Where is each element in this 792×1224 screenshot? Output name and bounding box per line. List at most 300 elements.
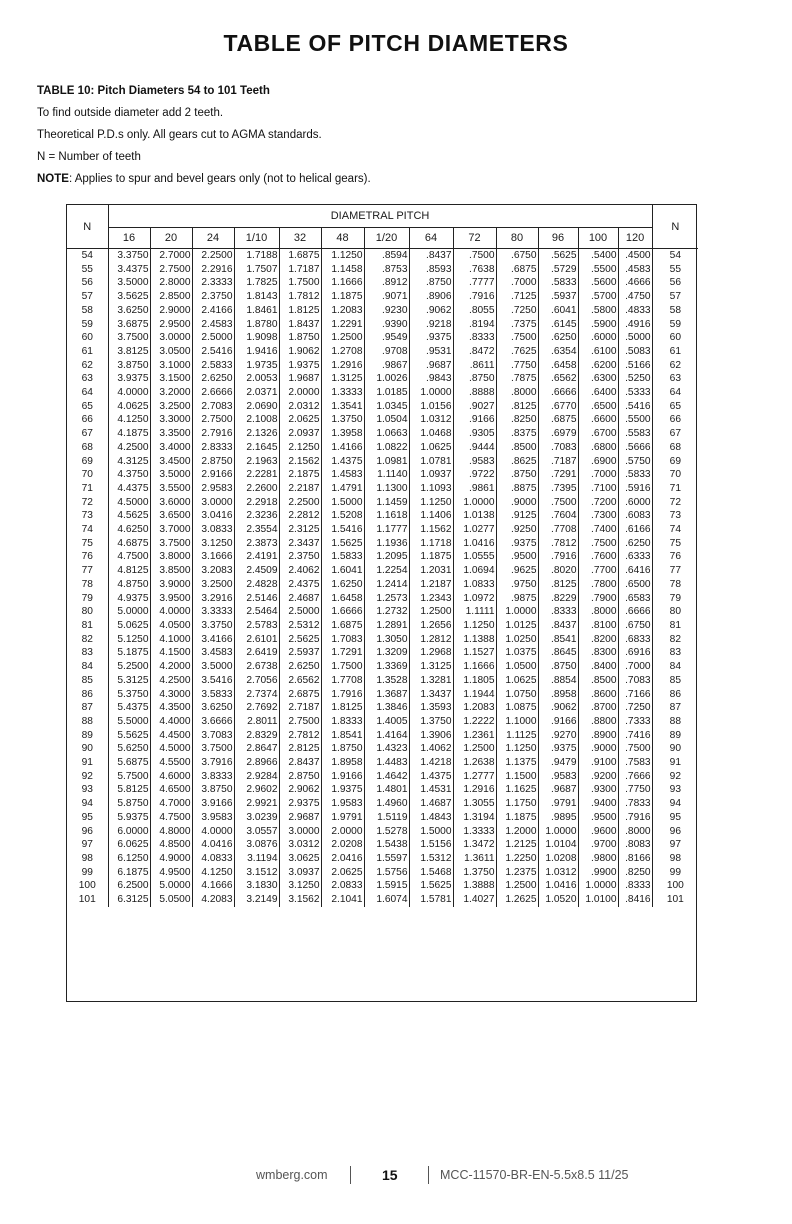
pitch-diameter-cell: 1.0750 <box>496 688 538 702</box>
pitch-diameter-cell: .6000 <box>578 331 618 345</box>
pitch-diameter-cell: 2.4828 <box>234 578 279 592</box>
pitch-diameter-cell: 1.1805 <box>453 674 496 688</box>
table-heading: TABLE 10: Pitch Diameters 54 to 101 Teeth <box>37 85 270 97</box>
pitch-diameter-cell: 1.5468 <box>409 866 453 880</box>
pitch-diameter-cell: 4.5000 <box>150 742 192 756</box>
teeth-count-left: 58 <box>67 304 108 318</box>
pitch-column-header: 24 <box>192 228 234 249</box>
pitch-diameter-cell: 1.4642 <box>364 770 409 784</box>
pitch-diameter-cell: 2.0833 <box>321 879 364 893</box>
teeth-count-left: 89 <box>67 729 108 743</box>
pitch-diameter-cell: .7333 <box>618 715 652 729</box>
pitch-diameter-cell: .5900 <box>578 318 618 332</box>
pitch-diameter-cell: 1.1093 <box>409 482 453 496</box>
pitch-diameter-cell: 1.5625 <box>409 879 453 893</box>
pitch-diameter-cell: 1.0104 <box>538 838 578 852</box>
pitch-diameter-cell: 2.9166 <box>192 468 234 482</box>
teeth-count-right: 83 <box>669 647 681 659</box>
pitch-diameter-cell: .8500 <box>578 674 618 688</box>
note-line: Theoretical P.D.s only. All gears cut to AGMA standards. <box>37 129 322 141</box>
pitch-diameter-cell: .8437 <box>538 619 578 633</box>
pitch-diameter-cell: 1.7507 <box>234 263 279 277</box>
pitch-diameter-cell: 1.0520 <box>538 893 578 907</box>
pitch-diameter-cell: 1.7187 <box>279 263 321 277</box>
pitch-diameter-cell: .7100 <box>578 482 618 496</box>
pitch-column-header: 72 <box>453 228 496 249</box>
pitch-diameter-cell: 4.2083 <box>192 893 234 907</box>
pitch-diameter-cell: 2.8647 <box>234 742 279 756</box>
pitch-diameter-cell: 1.7825 <box>234 276 279 290</box>
pitch-diameter-cell: 2.9000 <box>150 304 192 318</box>
pitch-diameter-cell: 3.8750 <box>108 359 150 373</box>
pitch-diameter-cell: .7200 <box>578 496 618 510</box>
pitch-diameter-cell: 1.3209 <box>364 646 409 660</box>
table-row <box>67 893 698 907</box>
pitch-diameter-cell: 3.2916 <box>192 592 234 606</box>
pitch-diameter-cell: .8500 <box>496 441 538 455</box>
page-number: 15 <box>382 1167 398 1183</box>
table-body <box>67 249 698 907</box>
pitch-diameter-cell: .9687 <box>538 783 578 797</box>
pitch-diameter-cell: .8200 <box>578 633 618 647</box>
table-row <box>67 592 698 606</box>
pitch-diameter-cell: .9531 <box>409 345 453 359</box>
pitch-diameter-cell: 3.0239 <box>234 811 279 825</box>
teeth-count-right: 96 <box>669 825 681 837</box>
pitch-diameter-cell: 2.0208 <box>321 838 364 852</box>
pitch-diameter-cell: 1.2375 <box>496 866 538 880</box>
note-line: N = Number of teeth <box>37 151 141 163</box>
pitch-diameter-cell: .8000 <box>578 605 618 619</box>
pitch-diameter-cell: 6.1875 <box>108 866 150 880</box>
pitch-diameter-cell: 2.1875 <box>279 468 321 482</box>
pitch-diameter-cell: 2.6250 <box>192 372 234 386</box>
pitch-diameter-cell: .8958 <box>538 688 578 702</box>
pitch-diameter-cell: 1.2732 <box>364 605 409 619</box>
teeth-count-right: 65 <box>669 400 681 412</box>
pitch-diameter-cell: .7250 <box>496 304 538 318</box>
pitch-diameter-cell: .9166 <box>538 715 578 729</box>
pitch-diameter-cell: 5.2500 <box>108 660 150 674</box>
pitch-diameter-cell: 3.8500 <box>150 564 192 578</box>
pitch-diameter-cell: .6333 <box>618 550 652 564</box>
teeth-count-right: 56 <box>669 277 681 289</box>
table-row <box>67 866 698 880</box>
teeth-count-right: 93 <box>669 784 681 796</box>
pitch-diameter-cell: 1.1777 <box>364 523 409 537</box>
pitch-diameter-cell: 1.7708 <box>321 674 364 688</box>
pitch-diameter-cell: 3.9000 <box>150 578 192 592</box>
pitch-diameter-cell: 1.0250 <box>496 633 538 647</box>
teeth-count-right: 70 <box>669 469 681 481</box>
pitch-diameter-cell: .6875 <box>496 263 538 277</box>
pitch-diameter-cell: 1.6074 <box>364 893 409 907</box>
pitch-diameter-cell: 1.3125 <box>321 372 364 386</box>
pitch-diameter-cell: 2.7056 <box>234 674 279 688</box>
table-row <box>67 537 698 551</box>
pitch-diameter-cell: 1.3906 <box>409 729 453 743</box>
pitch-diameter-cell: .8333 <box>538 605 578 619</box>
pitch-diameter-cell: 2.7000 <box>150 249 192 263</box>
pitch-diameter-cell: 3.7916 <box>192 756 234 770</box>
pitch-diameter-cell: .6833 <box>618 633 652 647</box>
pitch-diameter-cell: 1.1388 <box>453 633 496 647</box>
pitch-diameter-cell: 2.5464 <box>234 605 279 619</box>
pitch-diameter-cell: .6800 <box>578 441 618 455</box>
pitch-diameter-cell: 2.6875 <box>279 688 321 702</box>
teeth-count-left: 90 <box>67 742 108 756</box>
table-row <box>67 715 698 729</box>
pitch-diameter-cell: 1.2187 <box>409 578 453 592</box>
pitch-diameter-cell: 1.0500 <box>496 660 538 674</box>
pitch-diameter-cell: 4.9375 <box>108 592 150 606</box>
teeth-count-left: 66 <box>67 413 108 427</box>
pitch-diameter-cell: 1.1250 <box>496 742 538 756</box>
pitch-diameter-cell: .9166 <box>453 413 496 427</box>
pitch-diameter-cell: 1.5278 <box>364 825 409 839</box>
pitch-diameter-cell: .6666 <box>618 605 652 619</box>
pitch-diameter-cell: 3.2083 <box>192 564 234 578</box>
pitch-diameter-cell: 2.1645 <box>234 441 279 455</box>
pitch-diameter-cell: 2.9062 <box>279 783 321 797</box>
pitch-diameter-cell: .6400 <box>578 386 618 400</box>
pitch-diameter-cell: 1.0416 <box>538 879 578 893</box>
pitch-diameter-cell: .5250 <box>618 372 652 386</box>
teeth-count-left: 83 <box>67 646 108 660</box>
table-row <box>67 331 698 345</box>
pitch-diameter-cell: 1.0416 <box>453 537 496 551</box>
pitch-diameter-cell: 4.1500 <box>150 646 192 660</box>
table-row <box>67 263 698 277</box>
pitch-diameter-cell: 1.1875 <box>321 290 364 304</box>
pitch-diameter-cell: 3.6250 <box>108 304 150 318</box>
pitch-diameter-cell: .5500 <box>578 263 618 277</box>
pitch-diameter-cell: .7500 <box>538 496 578 510</box>
pitch-diameter-cell: 1.4960 <box>364 797 409 811</box>
pitch-diameter-cell: 2.1963 <box>234 455 279 469</box>
teeth-count-right: 74 <box>669 524 681 536</box>
pitch-diameter-cell: 3.2500 <box>150 400 192 414</box>
teeth-count-right: 94 <box>669 798 681 810</box>
pitch-diameter-cell: 1.2125 <box>496 838 538 852</box>
pitch-diameter-cell: 3.1250 <box>192 537 234 551</box>
pitch-diameter-cell: 1.4791 <box>321 482 364 496</box>
pitch-diameter-cell: .9375 <box>496 537 538 551</box>
pitch-diameter-cell: 4.1666 <box>192 879 234 893</box>
pitch-diameter-cell: 2.7374 <box>234 688 279 702</box>
pitch-diameter-cell: 1.8143 <box>234 290 279 304</box>
pitch-diameter-cell: .9000 <box>578 742 618 756</box>
pitch-diameter-cell: 1.5781 <box>409 893 453 907</box>
pitch-diameter-cell: 1.8461 <box>234 304 279 318</box>
pitch-diameter-cell: 3.8750 <box>192 783 234 797</box>
pitch-diameter-cell: .8375 <box>496 427 538 441</box>
pitch-diameter-cell: 1.0822 <box>364 441 409 455</box>
table-row <box>67 838 698 852</box>
pitch-diameter-cell: 1.9735 <box>234 359 279 373</box>
teeth-count-right: 81 <box>669 619 681 631</box>
pitch-diameter-cell: 5.7500 <box>108 770 150 784</box>
pitch-diameter-cell: .8083 <box>618 838 652 852</box>
pitch-diameter-cell: .7750 <box>618 783 652 797</box>
teeth-count-right: 57 <box>669 291 681 303</box>
pitch-diameter-cell: 1.0208 <box>538 852 578 866</box>
pitch-diameter-cell: 3.9375 <box>108 372 150 386</box>
pitch-column-header: 64 <box>409 228 453 249</box>
pitch-diameter-cell: 1.4531 <box>409 783 453 797</box>
pitch-diameter-cell: 1.2812 <box>409 633 453 647</box>
pitch-diameter-cell: .7500 <box>578 537 618 551</box>
pitch-diameter-cell: 3.5416 <box>192 674 234 688</box>
teeth-count-right: 88 <box>669 715 681 727</box>
pitch-diameter-cell: 1.5597 <box>364 852 409 866</box>
pitch-diameter-cell: 1.0468 <box>409 427 453 441</box>
pitch-diameter-cell: .7638 <box>453 263 496 277</box>
pitch-diameter-cell: 1.7291 <box>321 646 364 660</box>
pitch-column-header: 100 <box>578 228 618 249</box>
pitch-diameter-cell: .9583 <box>453 455 496 469</box>
pitch-diameter-cell: 2.9583 <box>192 482 234 496</box>
pitch-diameter-cell: 3.2149 <box>234 893 279 907</box>
pitch-diameter-cell: 1.2708 <box>321 345 364 359</box>
teeth-count-right: 72 <box>669 496 681 508</box>
pitch-diameter-cell: 2.3750 <box>279 550 321 564</box>
pitch-diameter-cell: .8472 <box>453 345 496 359</box>
pitch-diameter-cell: .8055 <box>453 304 496 318</box>
pitch-diameter-cell: 4.8125 <box>108 564 150 578</box>
teeth-count-right: 75 <box>669 537 681 549</box>
pitch-diameter-cell: .8750 <box>409 276 453 290</box>
teeth-count-left: 82 <box>67 633 108 647</box>
pitch-diameter-cell: 3.3750 <box>192 619 234 633</box>
teeth-count-right: 69 <box>669 455 681 467</box>
pitch-diameter-cell: 1.1000 <box>496 715 538 729</box>
pitch-diameter-cell: 2.8000 <box>150 276 192 290</box>
pitch-diameter-cell: .9444 <box>453 441 496 455</box>
pitch-diameter-cell: .7583 <box>618 756 652 770</box>
note-line <box>37 168 371 190</box>
pitch-diameter-cell: 1.2573 <box>364 592 409 606</box>
pitch-diameter-cell: 1.2343 <box>409 592 453 606</box>
pitch-diameter-cell: 2.6419 <box>234 646 279 660</box>
pitch-diameter-cell: 1.3333 <box>453 825 496 839</box>
pitch-diameter-cell: .8700 <box>578 701 618 715</box>
teeth-count-left: 63 <box>67 372 108 386</box>
pitch-diameter-cell: 4.7500 <box>150 811 192 825</box>
pitch-diameter-cell: .8750 <box>453 372 496 386</box>
teeth-count-left: 92 <box>67 770 108 784</box>
pitch-diameter-cell: 3.4000 <box>150 441 192 455</box>
pitch-diameter-cell: 1.6041 <box>321 564 364 578</box>
pitch-diameter-cell: 3.0557 <box>234 825 279 839</box>
pitch-diameter-cell: 6.0625 <box>108 838 150 852</box>
pitch-diameter-cell: 2.2500 <box>279 496 321 510</box>
teeth-count-left: 75 <box>67 537 108 551</box>
pitch-diameter-cell: .9500 <box>578 811 618 825</box>
pitch-diameter-cell: 4.3500 <box>150 701 192 715</box>
pitch-diameter-cell: .7916 <box>453 290 496 304</box>
teeth-count-right: 91 <box>669 757 681 769</box>
pitch-diameter-cell: .8750 <box>496 468 538 482</box>
pitch-diameter-cell: 1.1250 <box>453 619 496 633</box>
pitch-diameter-cell: .9708 <box>364 345 409 359</box>
pitch-diameter-cell: 2.6738 <box>234 660 279 674</box>
pitch-diameter-cell: .6250 <box>618 537 652 551</box>
pitch-diameter-cell: 4.6000 <box>150 770 192 784</box>
pitch-diameter-cell: 4.0833 <box>192 852 234 866</box>
table-row <box>67 605 698 619</box>
pitch-diameter-cell: 2.8011 <box>234 715 279 729</box>
pitch-diameter-cell: 1.1140 <box>364 468 409 482</box>
pitch-diameter-cell: 1.0100 <box>578 893 618 907</box>
pitch-diameter-cell: 3.7500 <box>150 537 192 551</box>
pitch-diameter-cell: 2.1326 <box>234 427 279 441</box>
pitch-diameter-cell: 3.2000 <box>150 386 192 400</box>
pitch-diameter-cell: 4.1250 <box>192 866 234 880</box>
pitch-diameter-cell: 4.4375 <box>108 482 150 496</box>
pitch-diameter-cell: 2.2281 <box>234 468 279 482</box>
pitch-diameter-cell: 2.5937 <box>279 646 321 660</box>
pitch-diameter-table-frame <box>66 204 697 1002</box>
pitch-diameter-cell: .6083 <box>618 509 652 523</box>
pitch-diameter-cell: 3.0416 <box>192 509 234 523</box>
pitch-diameter-cell: .6562 <box>538 372 578 386</box>
pitch-diameter-cell: .7250 <box>618 701 652 715</box>
pitch-diameter-cell: 2.0690 <box>234 400 279 414</box>
pitch-diameter-cell: .6354 <box>538 345 578 359</box>
pitch-diameter-cell: .5666 <box>618 441 652 455</box>
pitch-diameter-cell: 1.2222 <box>453 715 496 729</box>
pitch-diameter-cell: 1.0625 <box>409 441 453 455</box>
teeth-count-left: 71 <box>67 482 108 496</box>
pitch-diameter-cell: 4.2500 <box>150 674 192 688</box>
teeth-count-right: 92 <box>669 770 681 782</box>
pitch-diameter-cell: 1.8750 <box>321 742 364 756</box>
pitch-diameter-cell: 2.7187 <box>279 701 321 715</box>
pitch-diameter-cell: .9062 <box>409 304 453 318</box>
pitch-diameter-cell: 3.0500 <box>150 345 192 359</box>
pitch-diameter-cell: 3.6000 <box>150 496 192 510</box>
pitch-diameter-cell: 1.5833 <box>321 550 364 564</box>
pitch-diameter-cell: 1.2656 <box>409 619 453 633</box>
pitch-diameter-cell: 1.1406 <box>409 509 453 523</box>
pitch-diameter-cell: 2.2918 <box>234 496 279 510</box>
teeth-count-left: 72 <box>67 496 108 510</box>
pitch-diameter-cell: .6300 <box>578 372 618 386</box>
pitch-diameter-cell: 1.9375 <box>321 783 364 797</box>
pitch-diameter-cell: 2.8750 <box>279 770 321 784</box>
pitch-diameter-cell: .6900 <box>578 455 618 469</box>
pitch-diameter-cell: .6770 <box>538 400 578 414</box>
pitch-diameter-cell: 1.1250 <box>321 249 364 263</box>
pitch-diameter-cell: .8912 <box>364 276 409 290</box>
teeth-count-right: 68 <box>669 441 681 453</box>
pitch-diameter-cell: 4.5625 <box>108 509 150 523</box>
pitch-diameter-cell: .5937 <box>538 290 578 304</box>
pitch-diameter-cell: 1.0981 <box>364 455 409 469</box>
pitch-diameter-cell: 1.4375 <box>409 770 453 784</box>
pitch-diameter-cell: .8000 <box>618 825 652 839</box>
pitch-diameter-cell: 2.0937 <box>279 427 321 441</box>
pitch-diameter-cell: .7777 <box>453 276 496 290</box>
pitch-diameter-cell: 1.5915 <box>364 879 409 893</box>
teeth-count-left: 81 <box>67 619 108 633</box>
pitch-diameter-cell: 1.3055 <box>453 797 496 811</box>
pitch-diameter-cell: 1.2500 <box>409 605 453 619</box>
pitch-diameter-cell: 2.4687 <box>279 592 321 606</box>
pitch-diameter-cell: 2.4062 <box>279 564 321 578</box>
n-header-left: N <box>67 205 108 249</box>
pitch-diameter-cell: .6500 <box>618 578 652 592</box>
pitch-diameter-cell: .5166 <box>618 359 652 373</box>
pitch-diameter-cell: 2.8329 <box>234 729 279 743</box>
table-row <box>67 359 698 373</box>
pitch-diameter-cell: 4.8000 <box>150 825 192 839</box>
pitch-diameter-cell: .9700 <box>578 838 618 852</box>
pitch-diameter-cell: 1.2500 <box>321 331 364 345</box>
pitch-diameter-cell: 4.8750 <box>108 578 150 592</box>
pitch-diameter-cell: 5.3750 <box>108 688 150 702</box>
teeth-count-left: 93 <box>67 783 108 797</box>
pitch-diameter-cell: 5.3125 <box>108 674 150 688</box>
teeth-count-right: 101 <box>666 894 684 906</box>
pitch-diameter-cell: 1.3281 <box>409 674 453 688</box>
pitch-diameter-cell: .4500 <box>618 249 652 263</box>
pitch-diameter-cell: 1.3611 <box>453 852 496 866</box>
pitch-diameter-cell: 1.4687 <box>409 797 453 811</box>
pitch-diameter-cell: .7812 <box>538 537 578 551</box>
pitch-diameter-cell: .8611 <box>453 359 496 373</box>
teeth-count-left: 57 <box>67 290 108 304</box>
pitch-diameter-cell: 1.8333 <box>321 715 364 729</box>
pitch-diameter-cell: 4.9000 <box>150 852 192 866</box>
teeth-count-left: 91 <box>67 756 108 770</box>
diametral-pitch-header: DIAMETRAL PITCH <box>108 205 652 228</box>
table-row <box>67 619 698 633</box>
teeth-count-right: 95 <box>669 811 681 823</box>
pitch-diameter-cell: 1.1500 <box>496 770 538 784</box>
pitch-diameter-cell: 3.3500 <box>150 427 192 441</box>
pitch-diameter-cell: .5333 <box>618 386 652 400</box>
table-row <box>67 386 698 400</box>
teeth-count-left: 86 <box>67 688 108 702</box>
table-row <box>67 783 698 797</box>
teeth-count-left: 84 <box>67 660 108 674</box>
pitch-diameter-cell: 2.3750 <box>192 290 234 304</box>
pitch-diameter-cell: 1.2361 <box>453 729 496 743</box>
pitch-diameter-cell: 1.2638 <box>453 756 496 770</box>
pitch-diameter-cell: .8125 <box>538 578 578 592</box>
pitch-diameter-cell: 1.5625 <box>321 537 364 551</box>
pitch-diameter-cell: 1.4218 <box>409 756 453 770</box>
page-title: TABLE OF PITCH DIAMETERS <box>223 30 569 56</box>
pitch-diameter-cell: 1.4583 <box>321 468 364 482</box>
pitch-diameter-cell: 2.1008 <box>234 413 279 427</box>
footer-divider <box>350 1166 351 1184</box>
pitch-diameter-cell: .8593 <box>409 263 453 277</box>
pitch-diameter-cell: 2.5000 <box>192 331 234 345</box>
teeth-count-right: 100 <box>666 880 684 892</box>
pitch-diameter-cell: .9843 <box>409 372 453 386</box>
pitch-diameter-cell: 1.3125 <box>409 660 453 674</box>
pitch-diameter-cell: .7900 <box>578 592 618 606</box>
pitch-diameter-cell: .8300 <box>578 646 618 660</box>
pitch-diameter-cell: 1.8125 <box>321 701 364 715</box>
pitch-diameter-cell: .8100 <box>578 619 618 633</box>
table-row <box>67 564 698 578</box>
pitch-diameter-cell: .9791 <box>538 797 578 811</box>
pitch-diameter-cell: .4583 <box>618 263 652 277</box>
